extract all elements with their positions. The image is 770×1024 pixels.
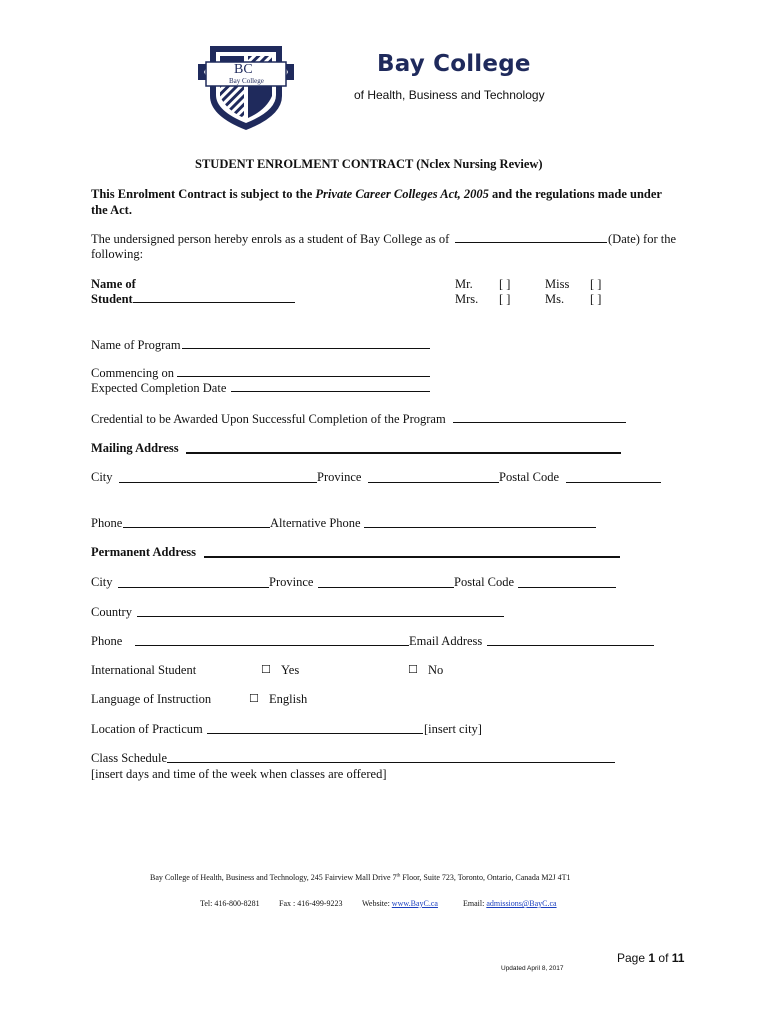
document-title: STUDENT ENROLMENT CONTRACT (Nclex Nursing Review): [195, 157, 543, 171]
country-field[interactable]: [137, 616, 504, 617]
permanent-address-field[interactable]: [204, 556, 620, 558]
title-mr-checkbox[interactable]: [ ]: [499, 277, 511, 291]
mailing-province-label: Province: [317, 470, 362, 484]
of-word: of: [658, 951, 669, 965]
practicum-label: Location of Practicum: [91, 722, 203, 736]
enrol-text: The undersigned person hereby enrols as a student of Bay College as of: [91, 232, 450, 246]
footer-address-text: Bay College of Health, Business and Technology, 245 Fairview Mall Drive 7: [150, 873, 397, 882]
title-mrs: Mrs.: [455, 292, 479, 306]
title-miss-checkbox[interactable]: [ ]: [590, 277, 602, 291]
email-label: Email Address: [409, 634, 483, 648]
intro-line-2: the Act.: [91, 203, 132, 217]
footer-address: [150, 873, 570, 882]
program-field[interactable]: [182, 348, 430, 349]
mailing-city-field[interactable]: [119, 482, 317, 483]
enrol-date-field[interactable]: [455, 242, 607, 243]
language-english-checkbox[interactable]: ☐: [249, 692, 259, 705]
mailing-address-label: Mailing Address: [91, 441, 179, 455]
footer-fax: Fax : 416-499-9223: [279, 899, 343, 908]
permanent-postal-label: Postal Code: [454, 575, 515, 589]
alt-phone-label: Alternative Phone: [270, 516, 361, 530]
mailing-province-field[interactable]: [368, 482, 499, 483]
enrol-date-suffix: (Date) for the: [608, 232, 677, 246]
schedule-field[interactable]: [167, 762, 615, 763]
commencing-label: Commencing on: [91, 366, 174, 380]
brand-subtitle: of Health, Business and Technology: [354, 88, 545, 102]
permanent-city-field[interactable]: [118, 587, 269, 588]
program-label: Name of Program: [91, 338, 181, 352]
title-ms: Ms.: [545, 292, 565, 306]
page-word: Page: [617, 951, 646, 965]
permanent-phone-label: Phone: [91, 634, 123, 648]
website-label: Website:: [362, 899, 390, 908]
title-miss: Miss: [545, 277, 570, 291]
student-name-field[interactable]: [133, 302, 295, 303]
credential-label: Credential to be Awarded Upon Successful Completion of the Program: [91, 412, 446, 426]
act-name: Private Career Colleges Act, 2005: [315, 187, 489, 201]
intro-line-1: [91, 187, 662, 202]
intro-text-continued: and the regulations made under: [488, 187, 662, 201]
permanent-postal-field[interactable]: [518, 587, 616, 588]
name-label-2: Student: [91, 292, 133, 306]
practicum-field[interactable]: [207, 733, 423, 734]
international-yes-checkbox[interactable]: ☐: [261, 663, 271, 676]
country-label: Country: [91, 605, 132, 619]
page-number: [617, 951, 684, 965]
email-field[interactable]: [487, 645, 654, 646]
commencing-field[interactable]: [177, 376, 430, 377]
title-mr: Mr.: [455, 277, 473, 291]
permanent-province-label: Province: [269, 575, 314, 589]
footer-email: [463, 899, 557, 908]
brand-name: Bay College: [377, 51, 531, 77]
name-label-1: Name of: [91, 277, 136, 291]
email-link[interactable]: admissions@BayC.ca: [486, 899, 557, 908]
intro-text: This Enrolment Contract is subject to the: [91, 187, 316, 201]
updated-date: Updated April 8, 2017: [501, 965, 564, 972]
permanent-address-label: Permanent Address: [91, 545, 196, 559]
logo-monogram: BC: [234, 62, 253, 77]
international-label: International Student: [91, 663, 197, 677]
schedule-label: Class Schedule: [91, 751, 168, 765]
email-footer-label: Email:: [463, 899, 485, 908]
phone-field[interactable]: [123, 527, 270, 528]
footer-floor-suffix: th: [396, 873, 401, 879]
shield-logo-icon: [196, 40, 296, 132]
practicum-insert-city: [insert city]: [424, 722, 482, 736]
college-logo: [196, 40, 296, 132]
permanent-city-label: City: [91, 575, 113, 589]
schedule-note: [insert days and time of the week when classes are offered]: [91, 767, 387, 781]
footer-address-text-continued: Floor, Suite 723, Toronto, Ontario, Canada M2J 4T1: [400, 873, 571, 882]
mailing-city-label: City: [91, 470, 113, 484]
enrol-text-following: following:: [91, 247, 144, 261]
website-link[interactable]: www.BayC.ca: [391, 899, 438, 908]
completion-label: Expected Completion Date: [91, 381, 227, 395]
permanent-phone-field[interactable]: [135, 645, 409, 646]
title-mrs-checkbox[interactable]: [ ]: [499, 292, 511, 306]
footer-website: [362, 899, 438, 908]
language-english-label: English: [269, 692, 308, 706]
logo-ribbon-text: Bay College: [229, 77, 264, 85]
international-yes-label: Yes: [281, 663, 300, 677]
permanent-province-field[interactable]: [318, 587, 454, 588]
international-no-checkbox[interactable]: ☐: [408, 663, 418, 676]
alt-phone-field[interactable]: [364, 527, 596, 528]
mailing-postal-label: Postal Code: [499, 470, 560, 484]
international-no-label: No: [428, 663, 444, 677]
mailing-postal-field[interactable]: [566, 482, 661, 483]
footer-tel: Tel: 416-800-8281: [200, 899, 260, 908]
title-ms-checkbox[interactable]: [ ]: [590, 292, 602, 306]
credential-field[interactable]: [453, 422, 626, 423]
completion-field[interactable]: [231, 391, 430, 392]
total-pages: 11: [671, 951, 685, 965]
current-page: 1: [648, 951, 656, 965]
phone-label: Phone: [91, 516, 123, 530]
language-label: Language of Instruction: [91, 692, 212, 706]
mailing-address-field[interactable]: [186, 452, 621, 454]
